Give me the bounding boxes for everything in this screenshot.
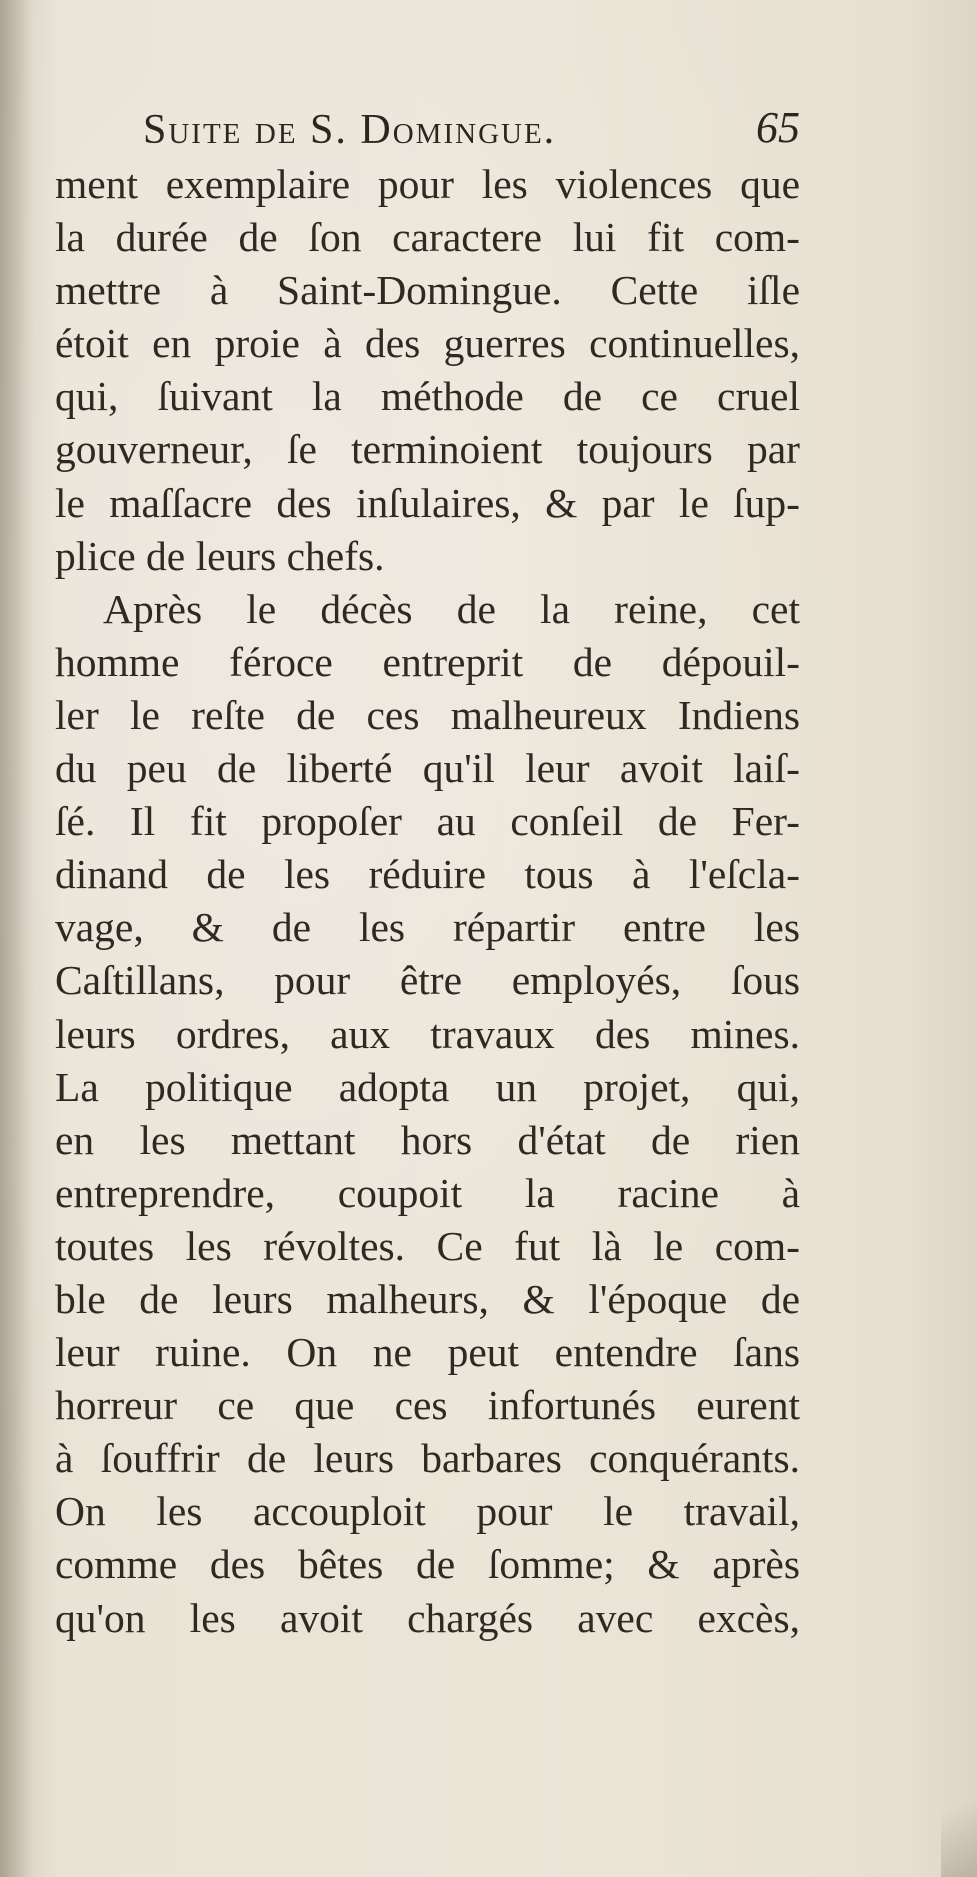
text-line: ment exemplaire pour les violences que — [55, 161, 800, 207]
running-title: Suite de S. Domingue. — [143, 107, 557, 153]
text-line: qu'on les avoit chargés avec excès, — [55, 1594, 800, 1641]
text-line: ſé. Il fit propoſer au conſeil de Fer- — [55, 798, 800, 845]
page-corner-shade — [941, 1757, 977, 1877]
text-line: le maſſacre des inſulaires, & par le ſup- — [55, 479, 800, 526]
text-line: en les mettant hors d'état de rien — [55, 1116, 800, 1163]
text-line: ler le reſte de ces malheureux Indiens — [55, 691, 800, 738]
text-line: ble de leurs malheurs, & l'époque de — [55, 1275, 800, 1322]
text-line: Caſtillans, pour être employés, ſous — [55, 957, 800, 1004]
text-line: Après le décès de la reine, cet — [103, 585, 800, 632]
text-line: étoit en proie à des guerres continuelles, — [55, 320, 800, 367]
text-line: mettre à Saint-Domingue. Cette iſle — [55, 267, 800, 314]
text-line: On les accouploit pour le travail, — [55, 1488, 800, 1535]
spine-shadow — [0, 0, 34, 1877]
page-number: 65 — [756, 103, 800, 152]
text-line: dinand de les réduire tous à l'eſcla- — [55, 851, 800, 898]
text-line: leurs ordres, aux travaux des mines. — [55, 1010, 800, 1057]
text-line: à ſouffrir de leurs barbares conquérants. — [55, 1435, 800, 1482]
text-line: leur ruine. On ne peut entendre ſans — [55, 1329, 800, 1376]
page-header — [55, 100, 800, 152]
text-line: gouverneur, ſe terminoient toujours par — [55, 426, 800, 473]
text-line: du peu de liberté qu'il leur avoit laiſ- — [55, 745, 800, 792]
text-line: toutes les révoltes. Ce fut là le com- — [55, 1222, 800, 1269]
text-line: horreur ce que ces infortunés eurent — [55, 1382, 800, 1429]
body-text — [55, 158, 800, 1645]
text-line: La politique adopta un projet, qui, — [55, 1063, 800, 1110]
text-line: qui, ſuivant la méthode de ce cruel — [55, 373, 800, 420]
text-line: vage, & de les répartir entre les — [55, 904, 800, 951]
text-line: entreprendre, coupoit la racine à — [55, 1169, 800, 1216]
text-line: plice de leurs chefs. — [55, 532, 385, 579]
text-line: comme des bêtes de ſomme; & après — [55, 1541, 800, 1588]
text-line: homme féroce entreprit de dépouil- — [55, 638, 800, 685]
text-line: la durée de ſon caractere lui fit com- — [55, 214, 800, 261]
